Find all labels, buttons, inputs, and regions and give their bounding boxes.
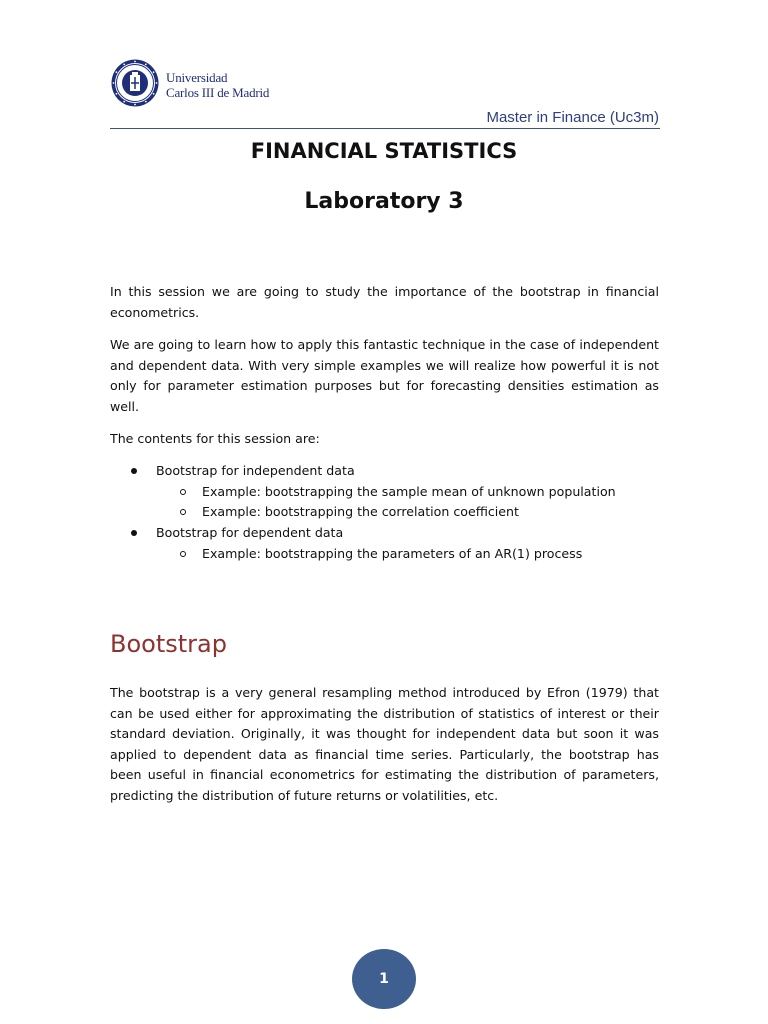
logo-wordmark <box>166 70 269 100</box>
university-seal-icon <box>110 58 160 108</box>
bullet-disc-icon <box>131 468 137 474</box>
list-item-text: Example: bootstrapping the parameters of an AR(1) process <box>202 545 583 561</box>
bullet-circle-icon <box>180 489 186 495</box>
list-item-text: Example: bootstrapping the correlation coefficient <box>202 504 519 520</box>
program-label: Master in Finance (Uc3m) <box>486 109 659 126</box>
list-item-text: Bootstrap for dependent data <box>156 525 344 541</box>
contents-list <box>110 461 670 564</box>
list-item <box>110 502 670 523</box>
intro-paragraph-1: In this session we are going to study the importance of the bootstrap in financial econometrics. <box>110 284 659 320</box>
section-paragraph: The bootstrap is a very general resampling method introduced by Efron (1979) that can be used either for approximating the distribution of statistics of interest or their standard deviation. Originally, it was thought for independent data but soon it was applied to dependent data as financial time series. Particularly, the bootstrap has been useful in financial econometrics for estimating the distribution of parameters, predicting the distribution of future returns or volatilities, etc. <box>110 685 659 803</box>
list-item <box>110 523 670 544</box>
list-item-text: Example: bootstrapping the sample mean of unknown population <box>202 483 616 499</box>
header-divider <box>110 128 660 129</box>
list-item <box>110 461 670 482</box>
logo-line-2: Carlos III de Madrid <box>166 85 270 100</box>
document-title: FINANCIAL STATISTICS <box>250 139 518 163</box>
page-number-badge: 1 <box>352 949 416 1009</box>
section-heading: Bootstrap <box>110 630 227 658</box>
intro-paragraph-2: We are going to learn how to apply this fantastic technique in the case of independent and dependent data. With very simple examples we will realize how powerful it is not only for parameter estimation purposes but for forecasting densities estimation as well. <box>110 337 659 414</box>
list-item-text: Bootstrap for independent data <box>156 463 355 478</box>
list-item <box>110 544 670 565</box>
bullet-circle-icon <box>180 509 186 515</box>
list-item <box>110 482 670 503</box>
university-logo <box>110 58 270 112</box>
bullet-disc-icon <box>131 530 137 536</box>
bullet-circle-icon <box>180 551 186 557</box>
contents-label: The contents for this session are: <box>110 431 320 446</box>
document-subtitle: Laboratory 3 <box>304 189 464 214</box>
logo-line-1: Universidad <box>166 70 228 85</box>
